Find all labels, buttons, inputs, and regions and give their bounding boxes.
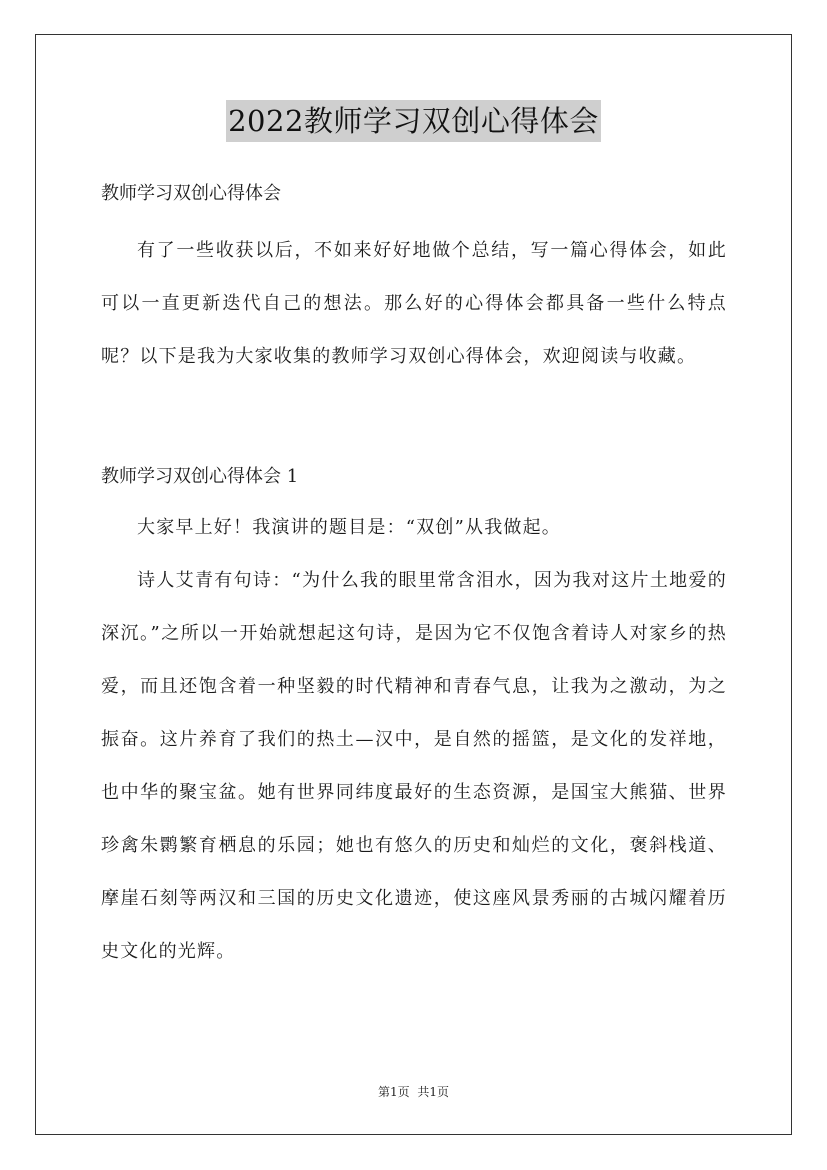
- document-subtitle: 教师学习双创心得体会: [101, 183, 281, 204]
- title-wrap: [0, 100, 827, 142]
- section-heading: 教师学习双创心得体会 1: [101, 466, 299, 487]
- page-footer: [0, 1083, 827, 1101]
- section-paragraph-1: 大家早上好！我演讲的题目是：“双创”从我做起。: [137, 517, 562, 538]
- page-total: 共1页: [417, 1085, 449, 1099]
- section-paragraph-2: 诗人艾青有句诗：“为什么我的眼里常含泪水，因为我对这片土地爱的深沉。”之所以一开始就想起这句诗，是因为它不仅饱含着诗人对家乡的热爱，而且还饱含着一种坚毅的时代精神和青春气息，让我为之激动，为之振奋。这片养育了我们的热土—汉中，是自然的摇篮，是文化的发祥地，也中华的聚宝盆。她有世界同纬度最好的生态资源，是国宝大熊猫、世界珍禽朱鹮繁育栖息的乐园；她也有悠久的历史和灿烂的文化，褒斜栈道、摩崖石刻等两汉和三国的历史文化遗迹，使这座风景秀丽的古城闪耀着历史文化的光辉。: [101, 570, 727, 962]
- document-body: [101, 170, 727, 978]
- document-title: 2022教师学习双创心得体会: [226, 100, 601, 142]
- intro-paragraph: 有了一些收获以后，不如来好好地做个总结，写一篇心得体会，如此可以一直更新迭代自己的想法。那么好的心得体会都具备一些什么特点呢？以下是我为大家收集的教师学习双创心得体会，欢迎阅读与收藏。: [101, 240, 727, 367]
- page-number: 第1页: [378, 1085, 410, 1099]
